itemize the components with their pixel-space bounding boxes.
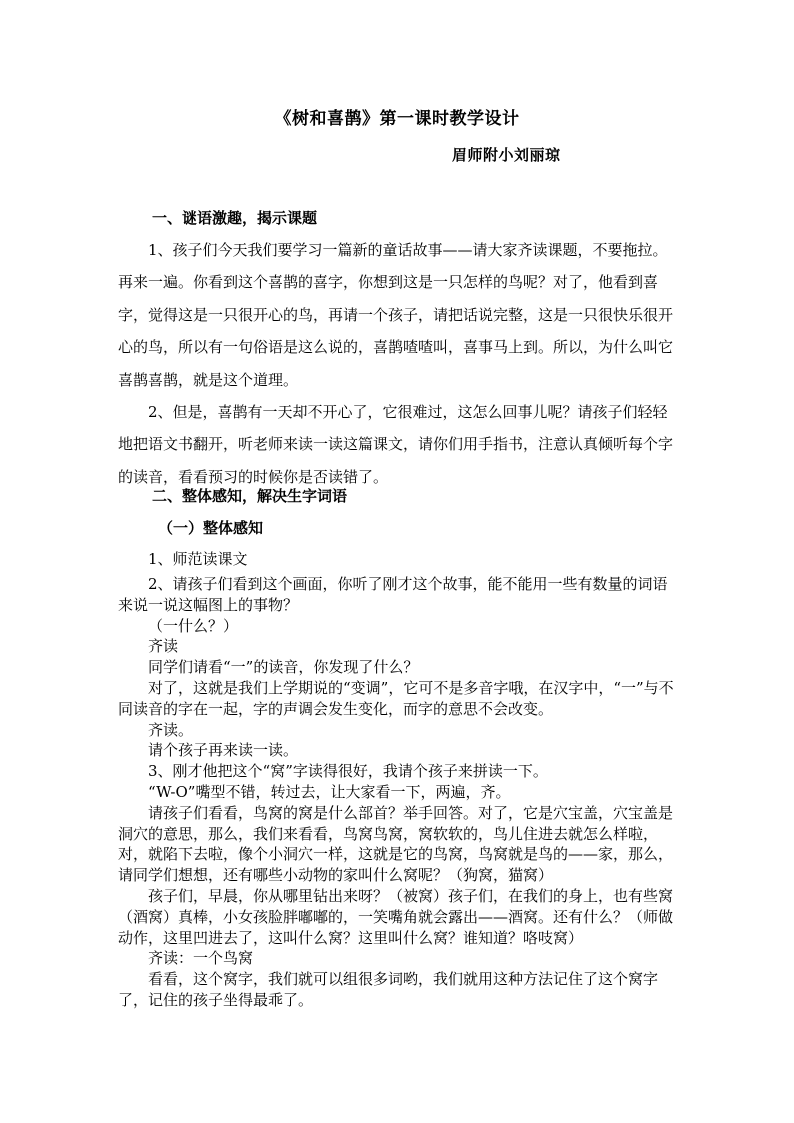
paragraph-15: 齐读：一个鸟窝 [148, 949, 254, 968]
document-author: 眉师附小刘丽琼 [452, 146, 561, 164]
paragraph-3: 1、师范读课文 [148, 550, 248, 568]
document-title: 《树和喜鹊》第一课时教学设计 [274, 109, 520, 129]
subsection-heading-1: （一）整体感知 [158, 519, 264, 537]
section-1 [118, 206, 678, 493]
paragraph-10: 请个孩子再来读一读。 [148, 741, 299, 760]
paragraph-5: （一什么？） [148, 616, 239, 635]
paragraph-6: 齐读 [148, 637, 179, 656]
paragraph-1: 1、孩子们今天我们要学习一篇新的童话故事——请大家齐读课题，不要拖拉。再来一遍。你看到这个喜鹊的喜字，你想到这是一只怎样的鸟呢？对了，他看到喜字，觉得这是一只很开心的鸟，再请一个孩子，请把话说完整，这是一只很快乐很开心的鸟，所以有一句俗语是这么说的，喜鹊喳喳叫，喜事马上到。所以，为什么叫它喜鹊喜鹊，就是这个道理。 [118, 241, 674, 389]
section-heading-2: 二、整体感知，解决生字词语 [152, 487, 348, 505]
paragraph-12: “W-O”嘴型不错，转过去，让大家看一下，两遍，齐。 [148, 782, 511, 801]
section-heading-1: 一、谜语激趣，揭示课题 [152, 209, 318, 227]
paragraph-11: 3、刚才他把这个“窝”字读得很好，我请个孩子来拼读一下。 [148, 762, 548, 781]
paragraph-16: 看看，这个窝字，我们就可以组很多词哟，我们就用这种方法记住了这个窝字了，记住的孩子坐得最乖了。 [118, 970, 659, 1009]
paragraph-4: 2、请孩子们看到这个画面，你听了刚才这个故事，能不能用一些有数量的词语来说一说这幅图上的事物？ [118, 575, 668, 614]
section-2-body [118, 574, 678, 1011]
paragraph-7: 同学们请看“一”的读音，你发现了什么？ [148, 658, 419, 677]
paragraph-14: 孩子们，早晨，你从哪里钻出来呀？（被窝）孩子们，在我们的身上，也有些窝（酒窝）真棒，小女孩脸胖嘟嘟的，一笑嘴角就会露出——酒窝。还有什么？（师做动作，这里凹进去了，这叫什么窝？这里叫什么窝？谁知道？咯吱窝） [118, 886, 674, 947]
paragraph-13: 请孩子们看看，鸟窝的窝是什么部首？举手回答。对了，它是穴宝盖，穴宝盖是洞穴的意思，那么，我们来看看，鸟窝鸟窝，窝软软的，鸟儿住进去就怎么样啦，对，就陷下去啦，像个小洞穴一样，这就是它的鸟窝，鸟窝就是鸟的——家，那么，请同学们想想，还有哪些小动物的家叫什么窝呢？（狗窝，猫窝） [118, 803, 674, 885]
paragraph-9: 齐读。 [148, 720, 194, 739]
paragraph-2: 2、但是，喜鹊有一天却不开心了，它很难过，这怎么回事儿呢？请孩子们轻轻地把语文书翻开，听老师来读一读这篇课文，请你们用手指书，注意认真倾听每个字的读音，看看预习的时候你是否读错了。 [118, 403, 674, 486]
paragraph-8: 对了，这就是我们上学期说的“变调”，它可不是多音字哦，在汉字中，“一”与不同读音的字在一起，字的声调会发生变化，而字的意思不会改变。 [118, 678, 674, 718]
section-2 [118, 484, 678, 575]
